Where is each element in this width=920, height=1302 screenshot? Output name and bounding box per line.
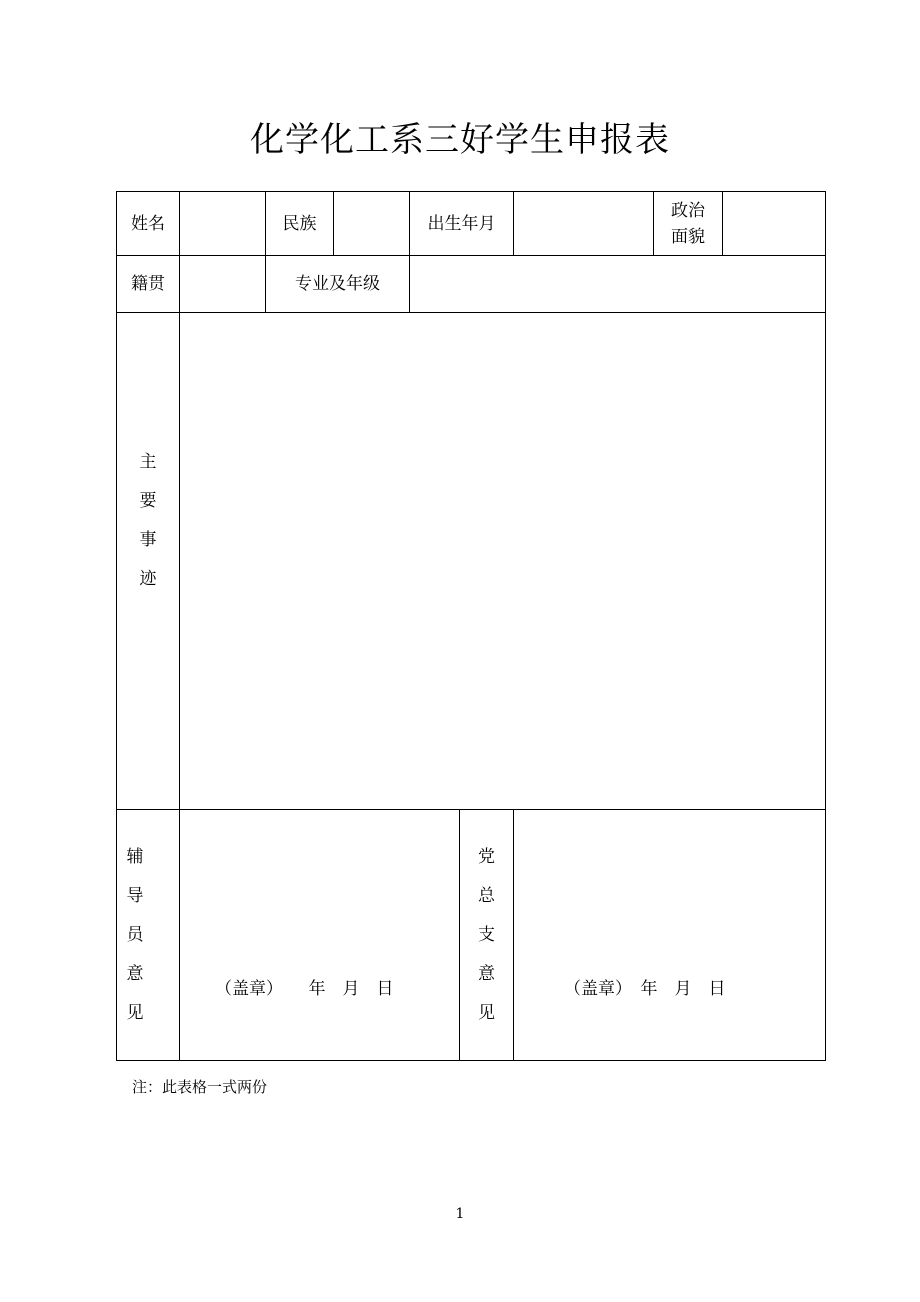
name-label: 姓名	[131, 213, 165, 234]
major-grade-field[interactable]	[410, 256, 825, 312]
ethnicity-label: 民族	[282, 213, 317, 234]
political-status-field[interactable]	[723, 192, 825, 255]
major-grade-label: 专业及年级	[295, 274, 380, 294]
party-label-char: 意	[478, 963, 495, 984]
birth-date-field[interactable]	[514, 192, 653, 255]
page-number: 1	[455, 1206, 465, 1222]
political-label-line-1: 政治	[671, 200, 705, 221]
name-field[interactable]	[180, 192, 265, 255]
achievements-label-char: 事	[139, 530, 157, 550]
political-status-label	[654, 192, 722, 255]
achievements-field[interactable]	[180, 313, 825, 809]
hometown-field[interactable]	[180, 256, 265, 312]
political-label-line-2: 面貌	[671, 226, 705, 247]
counselor-label-char: 员	[126, 924, 144, 945]
party-label-char: 支	[478, 924, 495, 945]
achievements-label-char: 迹	[139, 569, 157, 589]
application-form-table	[116, 191, 826, 1061]
counselor-opinion-field[interactable]	[180, 810, 459, 1060]
form-note: 注：此表格一式两份	[132, 1078, 268, 1096]
party-label-char: 党	[478, 846, 495, 867]
counselor-label-char: 见	[126, 1002, 144, 1023]
achievements-label-char: 要	[139, 491, 157, 511]
ethnicity-field[interactable]	[334, 192, 409, 255]
counselor-opinion-label	[117, 810, 153, 1060]
party-label-char: 总	[478, 885, 495, 906]
party-branch-opinion-field[interactable]	[514, 810, 825, 1060]
achievements-label-char: 主	[139, 452, 157, 472]
counselor-stamp-date: （盖章） 年 月 日	[215, 979, 394, 999]
hometown-label: 籍贯	[131, 274, 165, 294]
party-label-char: 见	[478, 1002, 495, 1023]
counselor-label-char: 辅	[126, 846, 144, 867]
achievements-label	[117, 313, 179, 809]
page-title: 化学化工系三好学生申报表	[250, 120, 670, 160]
counselor-label-char: 导	[126, 885, 144, 906]
counselor-label-char: 意	[126, 963, 144, 984]
party-stamp-date: （盖章） 年 月 日	[564, 979, 726, 999]
birth-date-label: 出生年月	[427, 213, 496, 234]
party-branch-opinion-label	[460, 810, 513, 1060]
